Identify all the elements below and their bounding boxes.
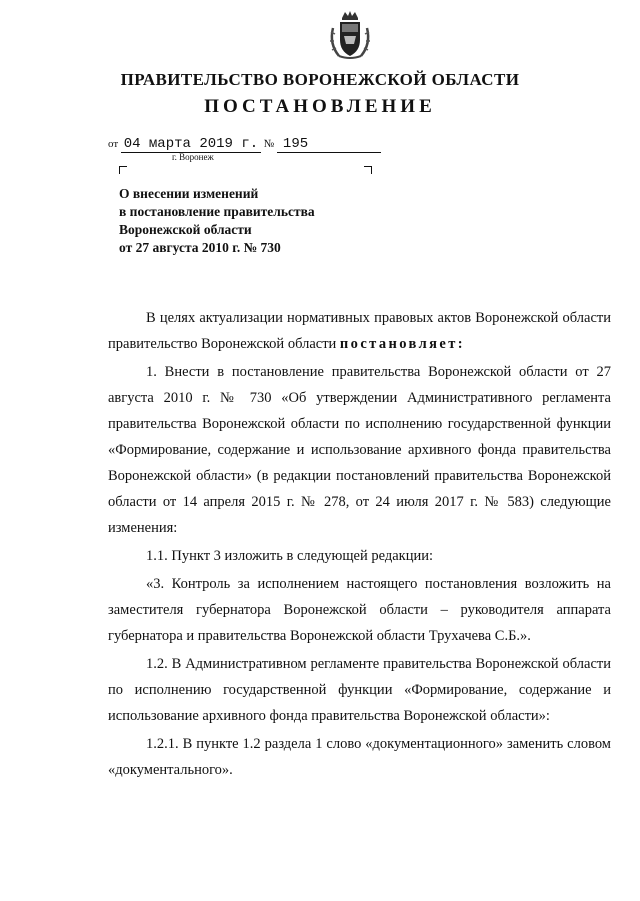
subject-line: от 27 августа 2010 г. № 730: [119, 240, 281, 255]
date-prefix: от: [108, 138, 119, 150]
corner-mark-left: [119, 166, 127, 174]
city: г. Воронеж: [172, 152, 214, 162]
body-paragraph: 1. Внести в постановление правительства Воронежской области от 27 августа 2010 г. № 730 «Об утверждении Административного регламента правительства Воронежской области по исполнению государственной функции «Формирование, содержание и использование архивного фонда правительства Воронежской области» (в редакции постановлений правительства Воронежской области от 14 апреля 2015 г. № 278, от 24 июля 2017 г. № 583) следующие изменения:: [108, 364, 611, 536]
body-paragraph: 1.1. Пункт 3 изложить в следующей редакции:: [146, 548, 434, 564]
date-number-row: [108, 136, 381, 153]
body-paragraph: 1.2.1. В пункте 1.2 раздела 1 слово «документационного» заменить словом «документального».: [108, 736, 611, 778]
document-type: ПОСТАНОВЛЕНИЕ: [204, 96, 436, 117]
document-date: 04 марта 2019 г.: [121, 136, 261, 153]
document-body: [108, 305, 611, 785]
number-prefix: №: [263, 138, 275, 150]
body-paragraph: «3. Контроль за исполнением настоящего постановления возложить на заместителя губернатора Воронежской области – руководителя аппарата губернатора и правительства Воронежской области Трухачева С.Б.».: [108, 576, 611, 644]
resolves-text: постановляет:: [339, 336, 465, 352]
body-paragraph: 1.2. В Административном регламенте правительства Воронежской области по исполнению государственной функции «Формирование, содержание и использование архивного фонда правительства Воронежской области»:: [108, 656, 611, 724]
document-number: 195: [277, 136, 381, 153]
intro-paragraph: [108, 305, 611, 357]
coat-of-arms-icon: [327, 10, 373, 62]
document-subject: [119, 185, 315, 257]
corner-mark-right: [364, 166, 372, 174]
government-name: ПРАВИТЕЛЬСТВО ВОРОНЕЖСКОЙ ОБЛАСТИ: [120, 70, 520, 89]
intro-text: В целях актуализации нормативных правовых актов Воронежской области правительство Воронежской области: [108, 310, 611, 352]
subject-line: в постановление правительства: [119, 204, 315, 219]
subject-line: О внесении изменений: [119, 186, 259, 201]
subject-line: Воронежской области: [119, 222, 252, 237]
